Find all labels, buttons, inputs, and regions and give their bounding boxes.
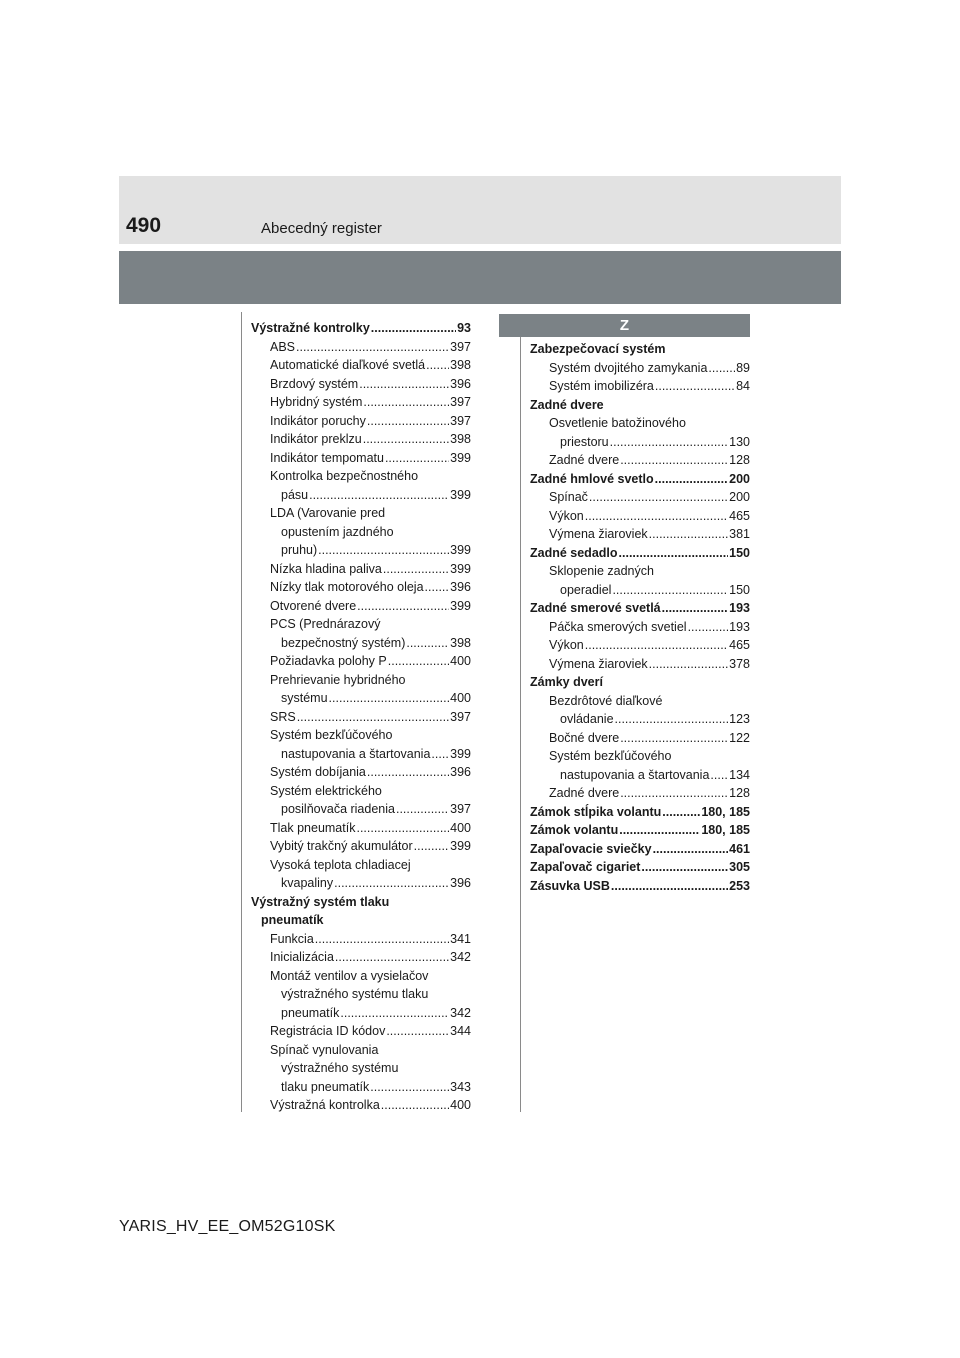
index-entry	[251, 1022, 471, 1041]
index-entry	[530, 877, 750, 896]
entry-page: 399	[450, 561, 471, 576]
dot-leader	[383, 560, 449, 579]
index-entry	[530, 451, 750, 470]
index-entry	[530, 396, 750, 415]
dot-leader	[585, 507, 728, 526]
entry-page: 343	[450, 1079, 471, 1094]
dot-leader	[653, 840, 729, 859]
entry-term: Zadné hmlové svetlo	[530, 471, 654, 486]
entry-term: Otvorené dvere	[270, 598, 357, 613]
index-entry	[251, 1096, 471, 1115]
entry-term: Výstražná kontrolka	[270, 1098, 380, 1112]
index-entry	[530, 821, 750, 840]
entry-term: Bezdrôtové diaľkové	[549, 693, 663, 708]
entry-term: Spínač	[549, 490, 588, 504]
dot-leader	[335, 948, 449, 967]
entry-page: 134	[729, 767, 750, 782]
entry-term: Zapaľovacie sviečky	[530, 841, 652, 856]
dot-leader	[381, 1096, 449, 1115]
entry-term: Zásuvka USB	[530, 878, 610, 893]
entry-page: 381	[729, 527, 750, 541]
entry-term: opustením jazdného	[281, 524, 394, 539]
dot-leader	[710, 766, 728, 785]
dot-leader	[619, 821, 700, 840]
index-entry	[530, 766, 750, 785]
index-entry	[251, 504, 471, 523]
index-entry	[530, 377, 750, 396]
entry-page: 344	[450, 1024, 471, 1038]
index-entry	[530, 673, 750, 692]
entry-page: 128	[729, 453, 750, 467]
entry-page: 396	[450, 376, 471, 391]
entry-page: 396	[450, 765, 471, 779]
index-entry	[251, 689, 471, 708]
index-column-right	[530, 340, 750, 895]
index-entry	[251, 634, 471, 653]
entry-term: výstražného systému	[281, 1061, 399, 1075]
index-entry	[530, 618, 750, 637]
entry-page: 180, 185	[701, 804, 750, 819]
dot-leader	[309, 486, 449, 505]
dot-leader	[610, 433, 729, 452]
dot-leader	[329, 689, 450, 708]
index-entry	[530, 359, 750, 378]
entry-term: Výmena žiaroviek	[549, 527, 648, 541]
index-entry	[251, 911, 471, 930]
entry-term: Systém imobilizéra	[549, 379, 654, 393]
entry-page: 398	[450, 432, 471, 446]
entry-page: 193	[729, 619, 750, 634]
dot-leader	[655, 470, 728, 489]
dot-leader	[388, 652, 449, 671]
index-entry	[251, 615, 471, 634]
entry-term: Indikátor tempomatu	[270, 450, 384, 465]
page-number: 490	[126, 214, 162, 237]
entry-term: Kontrolka bezpečnostného	[270, 469, 419, 483]
dot-leader	[367, 412, 449, 431]
dot-leader	[619, 544, 729, 563]
index-entry	[530, 692, 750, 711]
entry-page: 396	[450, 876, 471, 890]
entry-page: 400	[450, 691, 471, 705]
document-code: YARIS_HV_EE_OM52G10SK	[119, 1218, 336, 1235]
entry-term: Systém bezkľúčového	[270, 728, 393, 742]
entry-page: 93	[457, 321, 471, 335]
dot-leader	[611, 877, 728, 896]
entry-term: Zámok stĺpika volantu	[530, 804, 662, 819]
entry-term: Bočné dvere	[549, 730, 620, 745]
index-entry	[530, 729, 750, 748]
entry-page: 465	[729, 638, 750, 652]
index-column-left	[251, 319, 471, 1115]
entry-page: 397	[450, 339, 471, 354]
index-entry	[530, 340, 750, 359]
dot-leader	[385, 449, 449, 468]
entry-term: Automatické diaľkové svetlá	[270, 358, 426, 372]
entry-term: Zadné smerové svetlá	[530, 601, 661, 615]
index-entry	[251, 671, 471, 690]
dot-leader	[620, 729, 728, 748]
entry-term: Spínač vynulovania	[270, 1042, 379, 1057]
entry-term: Výkon	[549, 508, 584, 523]
dot-leader	[296, 338, 449, 357]
dot-leader	[641, 858, 728, 877]
index-entry	[251, 708, 471, 727]
entry-page: 399	[450, 450, 471, 465]
index-entry	[530, 784, 750, 803]
index-entry	[251, 652, 471, 671]
entry-page: 200	[729, 490, 750, 504]
dot-leader	[315, 930, 449, 949]
entry-term: Prehrievanie hybridného	[270, 672, 406, 687]
entry-term: nastupovania a štartovania	[281, 746, 431, 761]
entry-term: Nízky tlak motorového oleja	[270, 580, 424, 594]
entry-page: 180, 185	[701, 823, 750, 837]
dot-leader	[363, 430, 449, 449]
entry-term: Indikátor poruchy	[270, 413, 366, 428]
entry-page: 465	[729, 508, 750, 523]
index-entry	[251, 319, 471, 338]
index-entry	[251, 856, 471, 875]
index-entry	[251, 430, 471, 449]
entry-term: Systém elektrického	[270, 783, 382, 798]
dot-leader	[334, 874, 449, 893]
entry-term: Systém dvojitého zamykania	[549, 360, 708, 375]
entry-term: Požiadavka polohy P	[270, 654, 387, 668]
entry-term: SRS	[270, 709, 296, 724]
entry-term: ovládanie	[560, 712, 614, 726]
index-entry	[251, 523, 471, 542]
entry-term: Výkon	[549, 638, 584, 652]
dot-leader	[620, 451, 728, 470]
entry-page: 397	[450, 709, 471, 724]
entry-term: Zadné dvere	[549, 453, 620, 467]
entry-term: bezpečnostný systém)	[281, 635, 406, 650]
entry-page: 150	[729, 545, 750, 560]
dot-leader	[414, 837, 449, 856]
index-entry	[530, 488, 750, 507]
entry-term: Zapaľovač cigariet	[530, 860, 641, 874]
dot-leader	[649, 525, 728, 544]
index-entry	[530, 581, 750, 600]
index-entry	[251, 338, 471, 357]
entry-term: nastupovania a štartovania	[560, 767, 710, 782]
entry-term: priestoru	[560, 434, 609, 449]
index-entry	[251, 578, 471, 597]
entry-page: 399	[450, 746, 471, 761]
dot-leader	[425, 578, 450, 597]
index-entry	[530, 525, 750, 544]
entry-page: 150	[729, 582, 750, 597]
entry-page: 193	[729, 601, 750, 615]
dot-leader	[620, 784, 728, 803]
header-band	[119, 176, 841, 244]
entry-term: Systém bezkľúčového	[549, 749, 672, 763]
dot-leader	[615, 710, 729, 729]
dot-leader	[655, 377, 735, 396]
entry-term: pruhu)	[281, 543, 318, 557]
dot-leader	[371, 319, 456, 338]
dot-leader	[363, 393, 449, 412]
entry-term: Tlak pneumatík	[270, 820, 356, 835]
entry-term: Systém dobíjania	[270, 765, 366, 779]
entry-page: 396	[450, 580, 471, 594]
index-entry	[251, 449, 471, 468]
entry-term: Montáž ventilov a vysielačov	[270, 968, 429, 983]
entry-term: Zadné dvere	[549, 786, 620, 800]
entry-page: 397	[450, 802, 471, 816]
entry-page: 400	[450, 654, 471, 668]
entry-term: Vybitý trakčný akumulátor	[270, 839, 413, 853]
index-entry	[251, 782, 471, 801]
index-entry	[251, 1004, 471, 1023]
index-entry	[530, 414, 750, 433]
index-entry	[251, 819, 471, 838]
dot-leader	[612, 581, 728, 600]
entry-page: 342	[450, 950, 471, 964]
entry-term: posilňovača riadenia	[281, 802, 395, 816]
entry-term: Nízka hladina paliva	[270, 561, 382, 576]
index-entry	[530, 599, 750, 618]
entry-term: systému	[281, 691, 328, 705]
entry-page: 461	[729, 841, 750, 856]
entry-term: výstražného systému tlaku	[281, 987, 429, 1001]
dot-leader	[356, 819, 449, 838]
entry-term: Funkcia	[270, 931, 314, 946]
index-entry	[530, 433, 750, 452]
entry-term: Výstražné kontrolky	[251, 321, 370, 335]
letter-header-z: Z	[499, 314, 750, 337]
index-entry	[251, 745, 471, 764]
entry-page: 305	[729, 860, 750, 874]
entry-term: Osvetlenie batožinového	[549, 416, 686, 430]
index-entry	[530, 747, 750, 766]
dot-leader	[359, 375, 449, 394]
index-entry	[251, 1059, 471, 1078]
entry-page: 400	[450, 1098, 471, 1112]
entry-term: Zabezpečovací systém	[530, 342, 666, 356]
index-entry	[530, 710, 750, 729]
dot-leader	[585, 636, 728, 655]
entry-page: 84	[736, 379, 750, 393]
dot-leader	[649, 655, 728, 674]
entry-page: 253	[729, 878, 750, 893]
entry-page: 399	[450, 839, 471, 853]
dot-leader	[357, 597, 449, 616]
entry-term: Zadné dvere	[530, 397, 604, 412]
dot-leader	[386, 1022, 449, 1041]
index-entry	[251, 874, 471, 893]
header-dark-band	[119, 251, 841, 304]
entry-term: Hybridný systém	[270, 395, 363, 409]
entry-page: 342	[450, 1005, 471, 1020]
entry-term: PCS (Prednárazový	[270, 617, 381, 631]
entry-page: 378	[729, 656, 750, 671]
index-entry	[251, 800, 471, 819]
index-entry	[251, 412, 471, 431]
entry-term: Inicializácia	[270, 950, 334, 964]
dot-leader	[426, 356, 449, 375]
entry-page: 397	[450, 395, 471, 409]
index-entry	[251, 837, 471, 856]
entry-term: operadiel	[560, 582, 612, 597]
entry-term: ABS	[270, 339, 296, 354]
dot-leader	[431, 745, 449, 764]
index-entry	[251, 1041, 471, 1060]
index-entry	[251, 893, 471, 912]
entry-term: Indikátor preklzu	[270, 432, 362, 446]
entry-page: 399	[450, 598, 471, 613]
entry-page: 400	[450, 820, 471, 835]
entry-term: kvapaliny	[281, 876, 334, 890]
entry-term: Zámky dverí	[530, 675, 603, 689]
left-column-rule	[241, 312, 242, 1112]
index-entry	[251, 467, 471, 486]
entry-term: Páčka smerových svetiel	[549, 619, 687, 634]
entry-term: Registrácia ID kódov	[270, 1024, 386, 1038]
index-entry	[251, 541, 471, 560]
index-entry	[251, 486, 471, 505]
index-entry	[530, 562, 750, 581]
dot-leader	[688, 618, 729, 637]
index-entry	[251, 726, 471, 745]
index-entry	[530, 507, 750, 526]
index-entry	[251, 393, 471, 412]
section-title: Abecedný register	[261, 220, 382, 237]
dot-leader	[297, 708, 449, 727]
dot-leader	[662, 803, 700, 822]
index-entry	[530, 803, 750, 822]
entry-page: 89	[736, 360, 750, 375]
index-entry	[251, 948, 471, 967]
entry-term: Výmena žiaroviek	[549, 656, 648, 671]
right-column-rule	[520, 337, 521, 1112]
entry-term: LDA (Varovanie pred	[270, 506, 386, 520]
dot-leader	[708, 359, 735, 378]
index-entry	[251, 967, 471, 986]
entry-term: Vysoká teplota chladiacej	[270, 857, 411, 872]
index-entry	[251, 597, 471, 616]
index-entry	[530, 636, 750, 655]
index-entry	[251, 356, 471, 375]
entry-term: pneumatík	[281, 1005, 340, 1020]
entry-term: pneumatík	[261, 913, 324, 927]
entry-page: 123	[729, 712, 750, 726]
index-entry	[251, 763, 471, 782]
index-entry	[530, 470, 750, 489]
entry-page: 122	[729, 730, 750, 745]
dot-leader	[589, 488, 728, 507]
entry-page: 341	[450, 931, 471, 946]
index-entry	[251, 375, 471, 394]
index-entry	[530, 858, 750, 877]
entry-page: 130	[729, 434, 750, 449]
entry-page: 128	[729, 786, 750, 800]
entry-page: 397	[450, 413, 471, 428]
entry-term: Sklopenie zadných	[549, 564, 654, 578]
entry-page: 398	[450, 358, 471, 372]
dot-leader	[396, 800, 449, 819]
dot-leader	[406, 634, 449, 653]
index-entry	[251, 930, 471, 949]
index-entry	[251, 985, 471, 1004]
index-entry	[530, 840, 750, 859]
dot-leader	[370, 1078, 449, 1097]
index-entry	[251, 1078, 471, 1097]
dot-leader	[367, 763, 449, 782]
index-entry	[530, 544, 750, 563]
entry-page: 399	[450, 487, 471, 502]
entry-term: tlaku pneumatík	[281, 1079, 370, 1094]
dot-leader	[318, 541, 449, 560]
entry-page: 399	[450, 543, 471, 557]
entry-page: 398	[450, 635, 471, 650]
index-entry	[530, 655, 750, 674]
dot-leader	[662, 599, 729, 618]
dot-leader	[340, 1004, 449, 1023]
entry-term: pásu	[281, 487, 309, 502]
entry-term: Zámok volantu	[530, 823, 619, 837]
entry-page: 200	[729, 471, 750, 486]
entry-term: Zadné sedadlo	[530, 545, 618, 560]
entry-term: Výstražný systém tlaku	[251, 894, 390, 909]
index-entry	[251, 560, 471, 579]
entry-term: Brzdový systém	[270, 376, 359, 391]
